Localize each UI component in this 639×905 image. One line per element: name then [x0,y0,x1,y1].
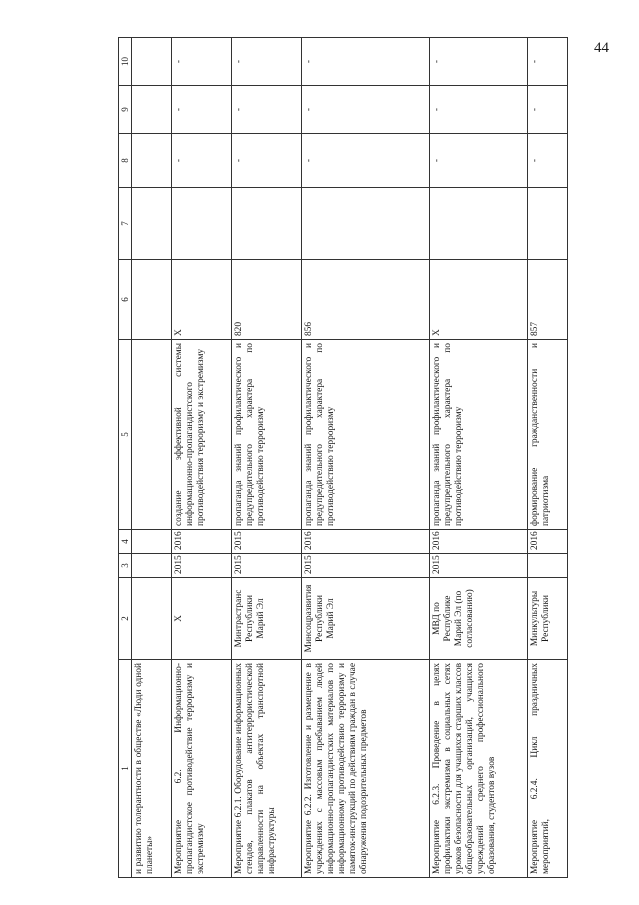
table-row [302,38,430,878]
executor: Минтрастранс Республики Марий Эл [232,578,302,660]
end-year: 2016 [302,530,430,554]
expected-result: пропаганда знаний профилактического и предупредительного характера по противодействию терроризму [232,340,302,530]
value-10: - [302,38,430,86]
value-8: - [232,134,302,188]
table-row [172,38,232,878]
value-10: - [172,38,232,86]
table-row [528,38,568,878]
executor: МВД по Республике Марий Эл (по согласованию) [430,578,528,660]
value-7 [302,188,430,260]
column-header: 2 [119,578,132,660]
column-header: 9 [119,86,132,134]
rotated-table-container [118,38,630,878]
start-year: 2015 [172,554,232,578]
indicator-code: 820 [232,260,302,340]
column-header: 1 [119,660,132,878]
column-header: 8 [119,134,132,188]
end-year: 2016 [172,530,232,554]
table-row [232,38,302,878]
value-9: - [528,86,568,134]
end-year: 2016 [430,530,528,554]
expected-result: создание эффективной системы информационно-пропагандистского противодействия терроризму и экстремизму [172,340,232,530]
end-year: 2015 [232,530,302,554]
value-10: - [232,38,302,86]
value-8: - [302,134,430,188]
activity-name: Мероприятие 6.2.3. Проведение в целях профилактики экстремизма в социальных сетях уроков безопасности для учащихся старших классов общеобразовательных организаций, учащихся учреждений среднего профессионального образования, студентов вузов [430,660,528,878]
table-row [430,38,528,878]
executor: Минсоцразвития Республики Марий Эл [302,578,430,660]
indicator-code: Х [430,260,528,340]
value-9: - [302,86,430,134]
program-table [118,37,568,878]
value-7 [232,188,302,260]
column-header: 4 [119,530,132,554]
start-year [528,554,568,578]
activity-name: Мероприятие 6.2. Информационно-пропагандистское противодействие терроризму и экстремизму [172,660,232,878]
column-number-row [119,38,132,878]
column-header: 3 [119,554,132,578]
activity-name: Мероприятие 6.2.1. Оборудование информационных стендов, плакатов антитеррористической направленности на объектах транспортной инфраструктуры [232,660,302,878]
end-year: 2016 [528,530,568,554]
activity-name: Мероприятие 6.2.2. Изготовление и размещение в учреждениях с массовым пребыванием людей информационно-пропагандистских материалов по информационному противодействию терроризму и памяток-инструкций по действиям граждан в случае обнаружения подозрительных предметов [302,660,430,878]
page-number: 44 [594,40,609,56]
column-header: 5 [119,340,132,530]
expected-result: пропаганда знаний профилактического и предупредительного характера по противодействию терроризму [302,340,430,530]
value-9: - [172,86,232,134]
value-7 [172,188,232,260]
expected-result: формирование гражданственности и патриотизма [528,340,568,530]
value-9: - [430,86,528,134]
start-year: 2015 [430,554,528,578]
continuation-text: и развитию толерантности в обществе «Люди одной планеты» [132,660,172,878]
value-10: - [528,38,568,86]
value-8: - [528,134,568,188]
column-header: 7 [119,188,132,260]
start-year: 2015 [232,554,302,578]
value-10: - [430,38,528,86]
executor: Х [172,578,232,660]
value-7 [528,188,568,260]
column-header: 10 [119,38,132,86]
expected-result: пропаганда знаний профилактического и предупредительного характера по противодействию терроризму [430,340,528,530]
start-year: 2015 [302,554,430,578]
indicator-code: Х [172,260,232,340]
continuation-row [132,38,172,878]
executor: Минкультуры Республики [528,578,568,660]
value-7 [430,188,528,260]
indicator-code: 857 [528,260,568,340]
value-8: - [430,134,528,188]
indicator-code: 856 [302,260,430,340]
value-9: - [232,86,302,134]
column-header: 6 [119,260,132,340]
value-8: - [172,134,232,188]
activity-name: Мероприятие 6.2.4. Цикл праздничных мероприятий, [528,660,568,878]
